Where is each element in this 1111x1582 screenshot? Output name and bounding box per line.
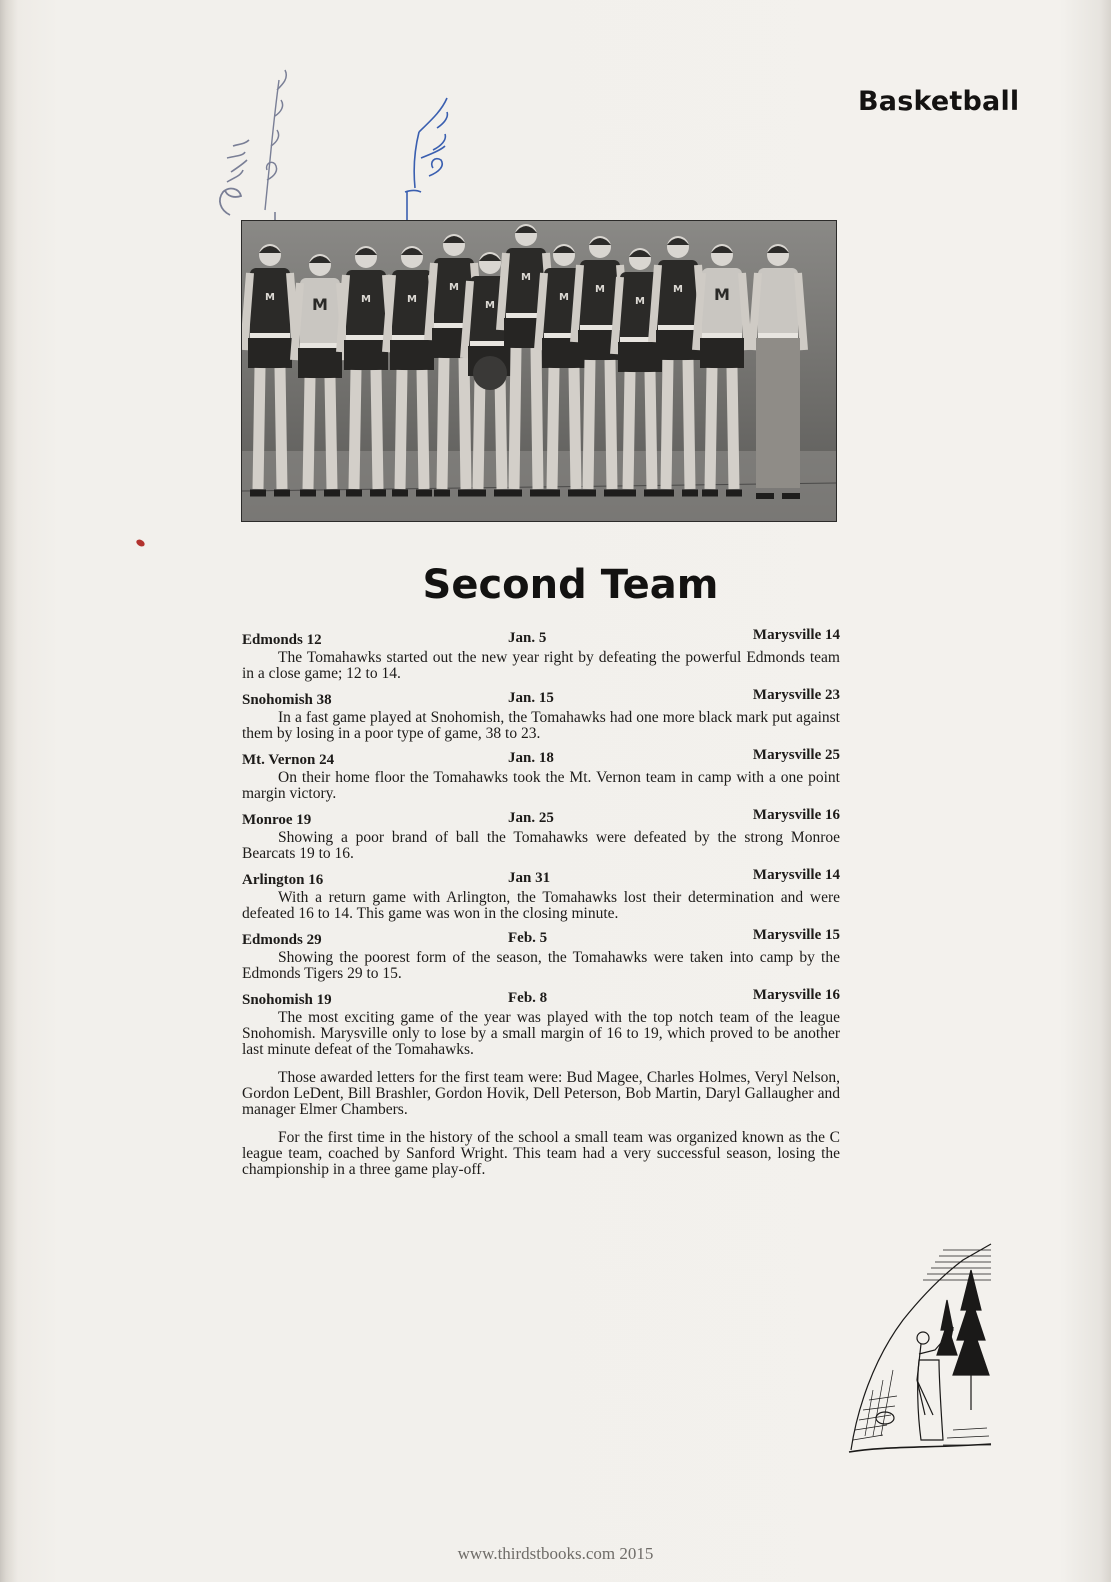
jersey-letter: M bbox=[361, 294, 371, 305]
game-header bbox=[242, 687, 840, 710]
game-date: Jan. 25 bbox=[508, 810, 554, 826]
opponent-score: Monroe 19 bbox=[242, 812, 312, 828]
opponent-score: Mt. Vernon 24 bbox=[242, 752, 335, 768]
jersey-letter: M bbox=[714, 285, 730, 304]
page-title: Second Team bbox=[422, 562, 719, 608]
marysville-score: Marysville 25 bbox=[752, 747, 840, 763]
game-summary: Showing the poorest form of the season, the Tomahawks were taken into camp by the Edmonds Tigers 29 to 15. bbox=[242, 949, 840, 982]
game-date: Feb. 8 bbox=[508, 990, 548, 1006]
opponent-score: Arlington 16 bbox=[242, 872, 324, 888]
game-date: Jan. 18 bbox=[508, 750, 554, 766]
game-header bbox=[242, 927, 840, 950]
marysville-score: Marysville 16 bbox=[752, 987, 840, 1003]
opponent-score: Edmonds 29 bbox=[242, 932, 322, 948]
marysville-score: Marysville 14 bbox=[752, 627, 840, 643]
game-header bbox=[242, 747, 840, 770]
jersey-letter: M bbox=[312, 295, 328, 314]
opponent-score: Snohomish 19 bbox=[242, 992, 332, 1008]
section-label: Basketball bbox=[858, 86, 1020, 117]
game-header bbox=[242, 807, 840, 830]
game-summary: In a fast game played at Snohomish, the Tomahawks had one more black mark put against them by losing in a poor type of game, 38 to 23. bbox=[242, 709, 840, 742]
game-date: Jan. 5 bbox=[508, 630, 547, 646]
game-entry bbox=[242, 987, 840, 1058]
jersey-letter: M bbox=[265, 292, 275, 303]
letters-paragraph: Those awarded letters for the first team were: Bud Magee, Charles Holmes, Veryl Nelson, Gordon LeDent, Bill Brashler, Gordon Hovik, Dell Peterson, Bob Martin, Daryl Gallaugher and manager Elmer Chambers. bbox=[242, 1069, 840, 1118]
game-header bbox=[242, 627, 840, 650]
game-entry bbox=[242, 627, 840, 682]
jersey-letter: M bbox=[559, 292, 569, 303]
marysville-score: Marysville 16 bbox=[752, 807, 840, 823]
game-date: Jan 31 bbox=[508, 870, 551, 886]
game-entry bbox=[242, 807, 840, 862]
game-summary: On their home floor the Tomahawks took the Mt. Vernon team in camp with a one point margin victory. bbox=[242, 769, 840, 802]
game-summary: Showing a poor brand of ball the Tomahawks were defeated by the strong Monroe Bearcats 19 to 16. bbox=[242, 829, 840, 862]
woodsman-illustration bbox=[843, 1240, 993, 1458]
game-summary: With a return game with Arlington, the Tomahawks lost their determination and were defeated 16 to 14. This game was won in the closing minute. bbox=[242, 889, 840, 922]
player-figure bbox=[752, 244, 804, 496]
game-summary: The Tomahawks started out the new year right by defeating the powerful Edmonds team in a close game; 12 to 14. bbox=[242, 649, 840, 682]
team-photo bbox=[242, 221, 836, 521]
game-entry bbox=[242, 927, 840, 982]
game-entry bbox=[242, 687, 840, 742]
jersey-letter: M bbox=[595, 284, 605, 295]
jersey-letter: M bbox=[521, 272, 531, 283]
marysville-score: Marysville 14 bbox=[752, 867, 840, 883]
game-header bbox=[242, 987, 840, 1010]
game-date: Jan. 15 bbox=[508, 690, 554, 706]
game-list bbox=[242, 627, 840, 1178]
marysville-score: Marysville 15 bbox=[752, 927, 840, 943]
game-header bbox=[242, 867, 840, 890]
red-mark bbox=[135, 538, 146, 548]
game-summary: The most exciting game of the year was played with the top notch team of the league Snohomish. Marysville only to lose by a small margin of 16 to 19, which proved to be another last minute defeat of the Tomahawks. bbox=[242, 1009, 840, 1058]
jersey-letter: M bbox=[673, 284, 683, 295]
basketball bbox=[473, 356, 507, 390]
opponent-score: Edmonds 12 bbox=[242, 632, 322, 648]
jersey-letter: M bbox=[407, 294, 417, 305]
marysville-score: Marysville 23 bbox=[752, 687, 840, 703]
pencil-signature bbox=[205, 60, 300, 230]
jersey-letter: M bbox=[485, 300, 495, 311]
jersey-letter: M bbox=[635, 296, 645, 307]
opponent-score: Snohomish 38 bbox=[242, 692, 332, 708]
footer-watermark: www.thirdstbooks.com 2015 bbox=[457, 1544, 654, 1563]
game-entry bbox=[242, 747, 840, 802]
game-date: Feb. 5 bbox=[508, 930, 548, 946]
jersey-letter: M bbox=[449, 282, 459, 293]
c-league-paragraph: For the first time in the history of the school a small team was organized known as the C league team, coached by Sanford Wright. This team had a very successful season, losing the championship in a three game play-off. bbox=[242, 1129, 840, 1178]
game-entry bbox=[242, 867, 840, 922]
